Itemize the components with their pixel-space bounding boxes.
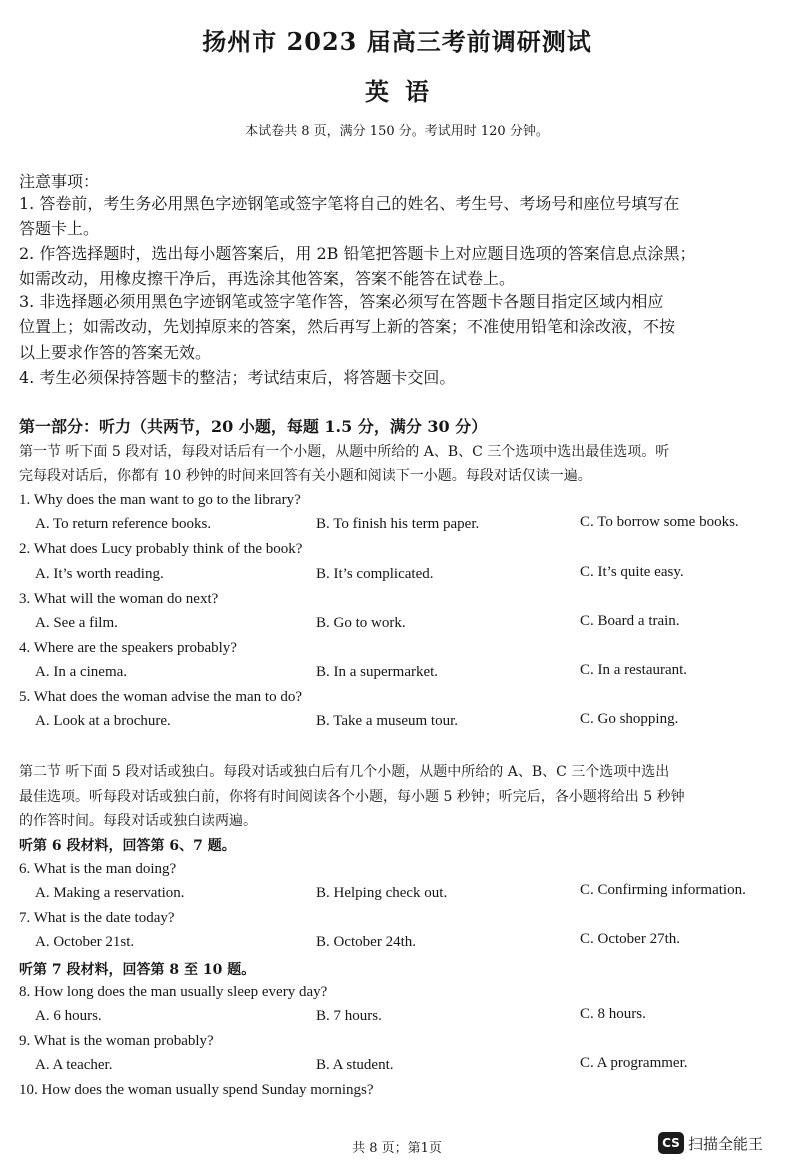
option-a: A. 6 hours. [35, 1008, 102, 1024]
option-c: C. Board a train. [580, 613, 680, 629]
option-c: C. Go shopping. [580, 711, 679, 727]
option-b: B. Go to work. [316, 615, 406, 631]
question-text: 8. How long does the man usually sleep every day? [19, 984, 328, 1000]
option-a: A. A teacher. [35, 1057, 113, 1073]
question-text: 7. What is the date today? [19, 910, 175, 926]
camscanner-logo-icon: CS [658, 1132, 684, 1154]
notes-line: 以上要求作答的答案无效。 [19, 343, 212, 362]
section1-instruction: 完每段对话后，你都有 10 秒钟的时间来回答有关小题和阅读下一小题。每段对话仅读一遍。 [19, 468, 592, 484]
material-heading: 听第 6 段材料，回答第 6、7 题。 [19, 838, 236, 854]
question-text: 9. What is the woman probably? [19, 1033, 214, 1049]
option-c: C. A programmer. [580, 1055, 688, 1071]
option-b: B. October 24th. [316, 934, 416, 950]
option-a: A. See a film. [35, 615, 118, 631]
question-text: 1. Why does the man want to go to the library? [19, 492, 301, 508]
section2-instruction: 的作答时间。每段对话或独白读两遍。 [19, 813, 257, 829]
option-a: A. In a cinema. [35, 664, 128, 680]
option-b: B. A student. [316, 1057, 394, 1073]
notes-line: 位置上；如需改动，先划掉原来的答案，然后再写上新的答案；不准使用铅笔和涂改液，不按 [19, 317, 676, 336]
watermark-text: 扫描全能王 [688, 1134, 764, 1153]
option-c: C. To borrow some books. [580, 514, 739, 530]
part1-heading: 第一部分：听力（共两节，20 小题，每题 1.5 分，满分 30 分） [19, 417, 488, 436]
question-text: 10. How does the woman usually spend Sunday mornings? [19, 1082, 374, 1098]
option-b: B. To finish his term paper. [316, 516, 480, 532]
scanner-watermark [658, 1132, 763, 1154]
option-c: C. 8 hours. [580, 1006, 646, 1022]
option-c: C. October 27th. [580, 931, 680, 947]
notes-line: 4. 考生必须保持答题卡的整洁；考试结束后，将答题卡交回。 [19, 368, 456, 387]
option-a: A. Making a reservation. [35, 885, 185, 901]
option-a: A. To return reference books. [35, 516, 212, 532]
question-text: 2. What does Lucy probably think of the book? [19, 541, 303, 557]
option-b: B. In a supermarket. [316, 664, 439, 680]
material-heading: 听第 7 段材料，回答第 8 至 10 题。 [19, 962, 256, 978]
page-footer: 共 8 页；第1页 [352, 1141, 442, 1156]
option-c: C. In a restaurant. [580, 662, 688, 678]
question-text: 3. What will the woman do next? [19, 591, 219, 607]
option-a: A. Look at a brochure. [35, 713, 171, 729]
notes-heading: 注意事项： [19, 172, 100, 191]
notes-line: 1. 答卷前，考生务必用黑色字迹钢笔或签字笔将自己的姓名、考生号、考场号和座位号填写在 [19, 194, 680, 213]
notes-line: 2. 作答选择题时，选出每小题答案后，用 2B 铅笔把答题卡上对应题目选项的答案信息点涂黑； [19, 244, 696, 263]
question-text: 4. Where are the speakers probably? [19, 640, 237, 656]
section2-instruction: 最佳选项。听每段对话或独白前，你将有时间阅读各个小题，每小题 5 秒钟；听完后，各小题将给出 5 秒钟 [19, 789, 685, 805]
section2-instruction: 第二节 听下面 5 段对话或独白。每段对话或独白后有几个小题，从题中所给的 A、B、C 三个选项中选出 [19, 764, 670, 780]
option-b: B. Helping check out. [316, 885, 448, 901]
option-a: A. It’s worth reading. [35, 566, 164, 582]
notes-line: 如需改动，用橡皮擦干净后，再选涂其他答案，答案不能答在试卷上。 [19, 269, 516, 288]
question-text: 5. What does the woman advise the man to do? [19, 689, 302, 705]
section1-instruction: 第一节 听下面 5 段对话，每段对话后有一个小题，从题中所给的 A、B、C 三个选项中选出最佳选项。听 [19, 444, 670, 460]
option-b: B. Take a museum tour. [316, 713, 458, 729]
option-b: B. It’s complicated. [316, 566, 434, 582]
option-b: B. 7 hours. [316, 1008, 382, 1024]
option-c: C. It’s quite easy. [580, 564, 684, 580]
exam-subject: 英语 [365, 77, 445, 106]
notes-line: 答题卡上。 [19, 219, 100, 238]
option-c: C. Confirming information. [580, 882, 746, 898]
exam-title: 扬州市 2023 届高三考前调研测试 [202, 27, 592, 56]
option-a: A. October 21st. [35, 934, 135, 950]
notes-line: 3. 非选择题必须用黑色字迹钢笔或签字笔作答，答案必须写在答题卡各题目指定区域内相应 [19, 292, 664, 311]
question-text: 6. What is the man doing? [19, 861, 177, 877]
exam-info: 本试卷共 8 页，满分 150 分。考试用时 120 分钟。 [245, 124, 549, 139]
